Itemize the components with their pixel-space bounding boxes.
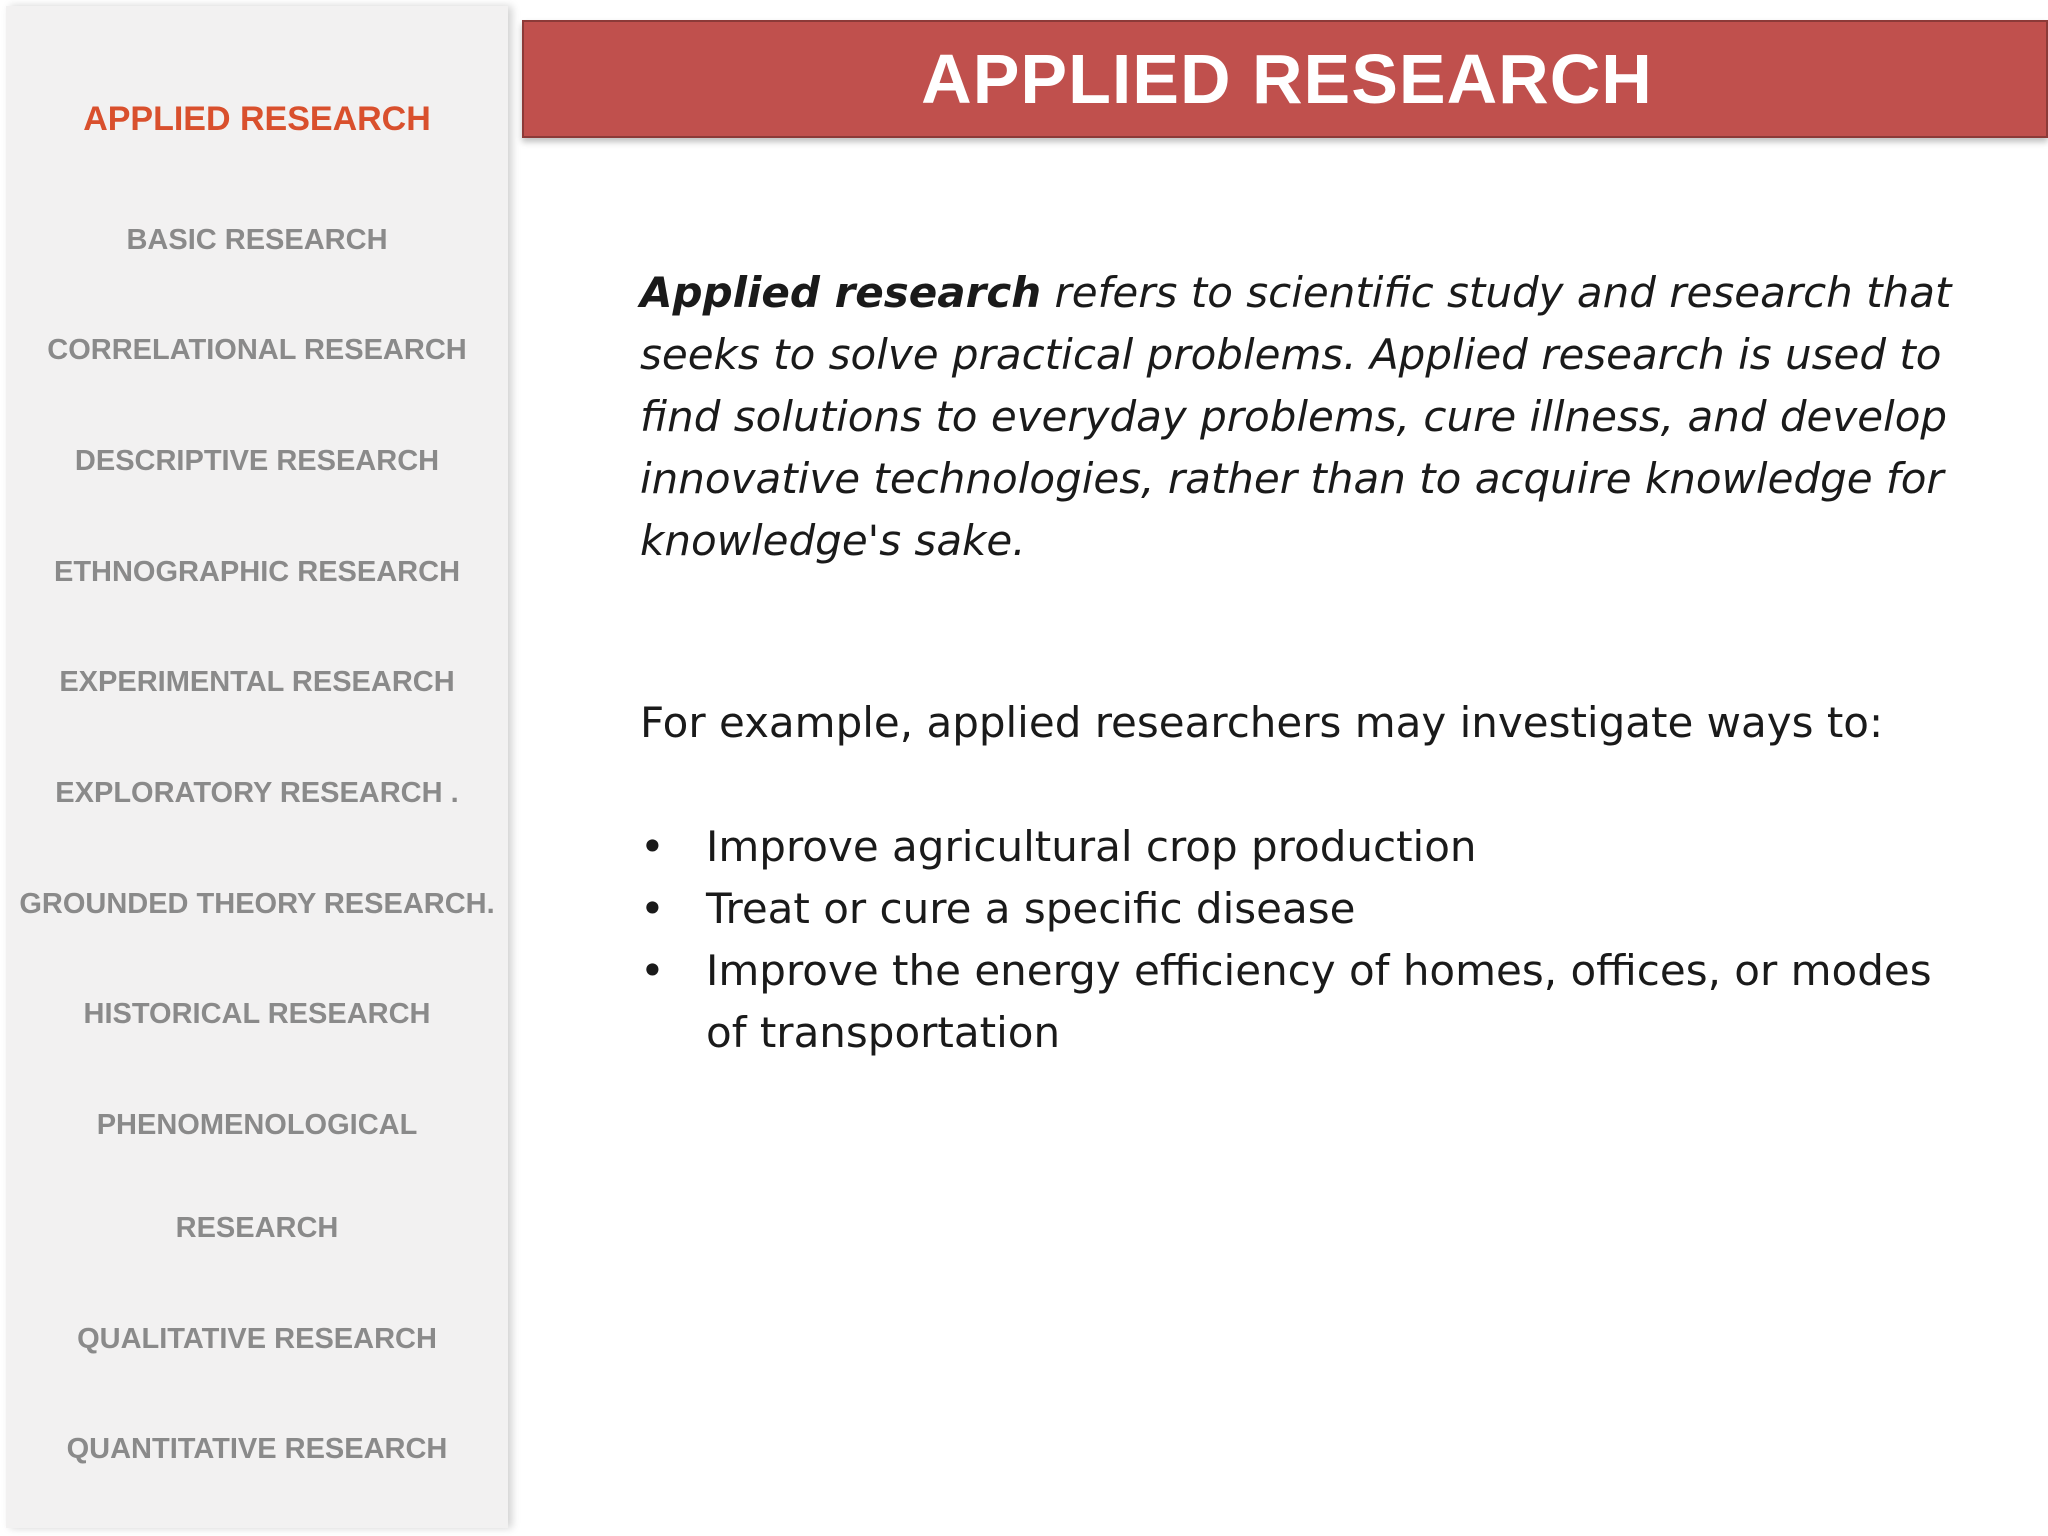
- sidebar-item-basic-research[interactable]: BASIC RESEARCH: [126, 224, 388, 256]
- example-intro: For example, applied researchers may investigate ways to:: [640, 698, 1884, 747]
- sidebar-item-correlational-research[interactable]: CORRELATIONAL RESEARCH: [47, 334, 467, 366]
- list-item: [640, 816, 1980, 878]
- list-item: [640, 878, 1980, 940]
- bullet-icon: •: [640, 884, 665, 933]
- definition-text: refers to scientific study and research that seeks to solve practical problems. Applied research is used to find solutions to everyday problems, cure illness, and develop innovative technologies, rather than to acquire knowledge for knowledge's sake.: [640, 268, 1952, 565]
- list-item: [640, 940, 1980, 1064]
- list-item-text: Treat or cure a specific disease: [706, 884, 1356, 933]
- sidebar-item-phenomenological-research[interactable]: RESEARCH: [175, 1212, 339, 1244]
- sidebar-item-exploratory-research[interactable]: EXPLORATORY RESEARCH .: [55, 777, 459, 809]
- title-banner: [522, 20, 2048, 138]
- definition-block: [640, 262, 1970, 572]
- definition-paragraph: [640, 262, 1970, 572]
- sidebar-item-descriptive-research[interactable]: DESCRIPTIVE RESEARCH: [74, 445, 440, 477]
- sidebar-item-historical-research[interactable]: HISTORICAL RESEARCH: [83, 998, 431, 1030]
- list-item-text: Improve agricultural crop production: [706, 822, 1477, 871]
- sidebar-nav: [6, 6, 508, 1528]
- sidebar-item-experimental-research[interactable]: EXPERIMENTAL RESEARCH: [59, 666, 455, 698]
- bullet-icon: •: [640, 946, 665, 995]
- sidebar-item-grounded-theory-research[interactable]: GROUNDED THEORY RESEARCH.: [19, 888, 495, 920]
- bullet-icon: •: [640, 822, 665, 871]
- example-list: [640, 816, 1980, 1064]
- sidebar-item-applied-research[interactable]: APPLIED RESEARCH: [83, 100, 431, 138]
- definition-term: Applied research: [640, 268, 1042, 317]
- list-item-text: Improve the energy efficiency of homes, offices, or modes of transportation: [706, 946, 1932, 1057]
- sidebar-item-phenomenological[interactable]: PHENOMENOLOGICAL: [96, 1109, 418, 1141]
- sidebar-item-quantitative-research[interactable]: QUANTITATIVE RESEARCH: [66, 1433, 448, 1465]
- sidebar-item-ethnographic-research[interactable]: ETHNOGRAPHIC RESEARCH: [53, 556, 461, 588]
- sidebar-item-qualitative-research[interactable]: QUALITATIVE RESEARCH: [77, 1323, 437, 1355]
- page-title: APPLIED RESEARCH: [921, 40, 1653, 118]
